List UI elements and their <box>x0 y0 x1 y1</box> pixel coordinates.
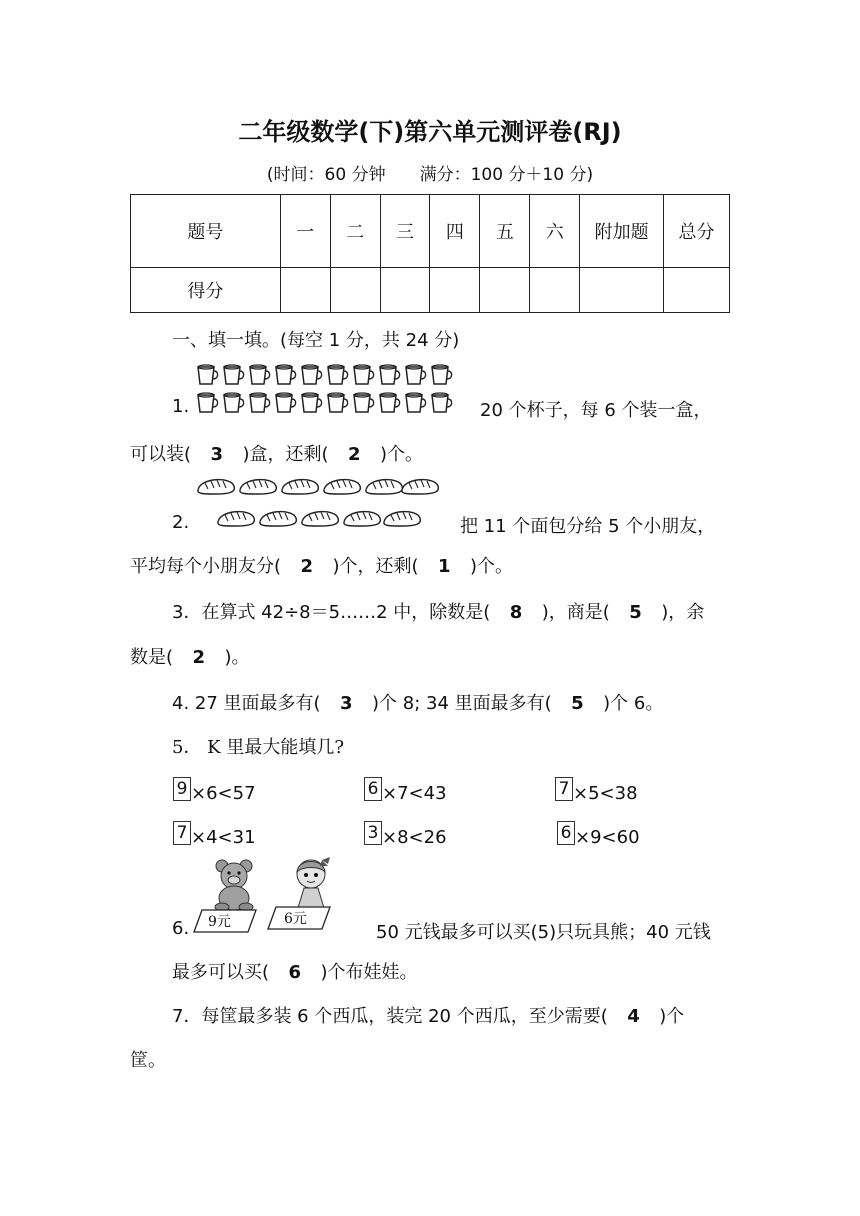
q7-answer-1: 4 <box>627 1006 640 1027</box>
score-cell <box>480 268 530 313</box>
q4-answer-1: 3 <box>340 693 353 714</box>
q4-text: )个 8; 34 里面最多有( <box>372 693 552 714</box>
q2-answer-1: 2 <box>300 556 314 577</box>
score-cell <box>280 268 330 313</box>
cups-image <box>194 362 464 418</box>
q2-text: 平均每个小朋友分( <box>130 556 282 577</box>
q3-answer-2: 5 <box>629 602 642 623</box>
header-cell: 附加题 <box>580 195 664 268</box>
q6-answer-line <box>172 958 418 984</box>
q1-answer-line <box>130 440 423 466</box>
answer-box: 7 <box>173 821 191 845</box>
bread-image <box>194 472 454 532</box>
q5-item <box>173 777 256 804</box>
score-cell <box>664 268 730 313</box>
q2-answer-line <box>130 552 513 578</box>
q5-expr: ×4<31 <box>191 827 256 848</box>
header-cell: 总分 <box>664 195 730 268</box>
q7-text: )个 <box>659 1006 685 1027</box>
q2-text: )个，还剩( <box>332 556 419 577</box>
answer-box: 9 <box>173 777 191 801</box>
q5-item <box>557 821 640 848</box>
header-cell: 一 <box>280 195 330 268</box>
q5-item <box>173 821 256 848</box>
q5-expr: ×8<26 <box>382 827 447 848</box>
answer-box: 6 <box>364 777 382 801</box>
q4-answer-2: 5 <box>571 693 584 714</box>
header-cell: 五 <box>480 195 530 268</box>
score-cell <box>530 268 580 313</box>
q6-number: 6. <box>172 918 190 939</box>
q3-text: 3．在算式 42÷8＝5……2 中，除数是( <box>172 602 491 623</box>
q6-text: 50 元钱最多可以买(5)只玩具熊；40 元钱 <box>376 922 711 943</box>
q3-answer-3: 2 <box>192 647 206 668</box>
header-cell: 二 <box>330 195 380 268</box>
q3-text: )，余 <box>661 602 705 623</box>
header-cell: 三 <box>380 195 430 268</box>
score-table-header-row <box>131 195 730 268</box>
q5-item <box>555 777 638 804</box>
score-cell <box>380 268 430 313</box>
q1-answer-2: 2 <box>348 444 361 465</box>
answer-box: 3 <box>364 821 382 845</box>
q2-number: 2. <box>172 512 190 533</box>
score-table <box>130 194 730 313</box>
score-cell <box>580 268 664 313</box>
q7-text: 7．每筐最多装 6 个西瓜，装完 20 个西瓜，至少需要( <box>172 1006 608 1027</box>
section-heading: 一、填一填。(每空 1 分，共 24 分) <box>172 330 460 351</box>
q6-text: 最多可以买( <box>172 962 270 983</box>
q4-text: )个 6。 <box>603 693 664 714</box>
doll-icon <box>286 856 336 910</box>
q6-text: )个布娃娃。 <box>320 962 418 983</box>
q4-text: 4. 27 里面最多有( <box>172 693 321 714</box>
header-cell: 题号 <box>131 195 281 268</box>
q3-text: )。 <box>224 647 250 668</box>
price-label-doll: 6元 <box>284 911 307 927</box>
q5-expr: ×9<60 <box>575 827 640 848</box>
q7-line-1 <box>172 1002 684 1028</box>
q3-line-1 <box>172 598 704 624</box>
q1-text: )个。 <box>380 444 424 465</box>
q1-number: 1. <box>172 396 190 417</box>
header-cell: 四 <box>430 195 480 268</box>
q1-text: 20 个杯子，每 6 个装一盒， <box>480 400 712 421</box>
q3-line-2 <box>130 643 250 669</box>
q5-expr: ×7<43 <box>382 783 447 804</box>
header-cell: 六 <box>530 195 580 268</box>
q7-line-2: 筐。 <box>130 1050 166 1071</box>
page-subtitle: (时间：60 分钟 满分：100 分＋10 分) <box>266 165 594 185</box>
q5-text: 5． K 里最大能填几? <box>172 737 344 758</box>
q5-expr: ×6<57 <box>191 783 256 804</box>
q1-text: 可以装( <box>130 444 192 465</box>
q3-text: )，商是( <box>541 602 610 623</box>
q2-answer-2: 1 <box>438 556 451 577</box>
score-cell <box>330 268 380 313</box>
q5-item <box>364 777 447 804</box>
answer-box: 6 <box>557 821 575 845</box>
answer-box: 7 <box>555 777 573 801</box>
q6-answer-1: 6 <box>288 962 302 983</box>
q2-text: )个。 <box>470 556 514 577</box>
q3-answer-1: 8 <box>509 602 523 623</box>
score-table-score-row <box>131 268 730 313</box>
q3-text: 数是( <box>130 647 174 668</box>
q2-text: 把 11 个面包分给 5 个小朋友， <box>460 516 716 537</box>
price-label-bear: 9元 <box>208 914 231 930</box>
page-title: 二年级数学(下)第六单元测评卷(RJ) <box>238 118 622 146</box>
teddy-bear-icon <box>210 858 260 912</box>
score-label-cell: 得分 <box>131 268 281 313</box>
q5-item <box>364 821 447 848</box>
q1-text: )盒，还剩( <box>242 444 329 465</box>
q1-answer-1: 3 <box>210 444 224 465</box>
q4-line <box>172 689 663 715</box>
q5-expr: ×5<38 <box>573 783 638 804</box>
score-cell <box>430 268 480 313</box>
